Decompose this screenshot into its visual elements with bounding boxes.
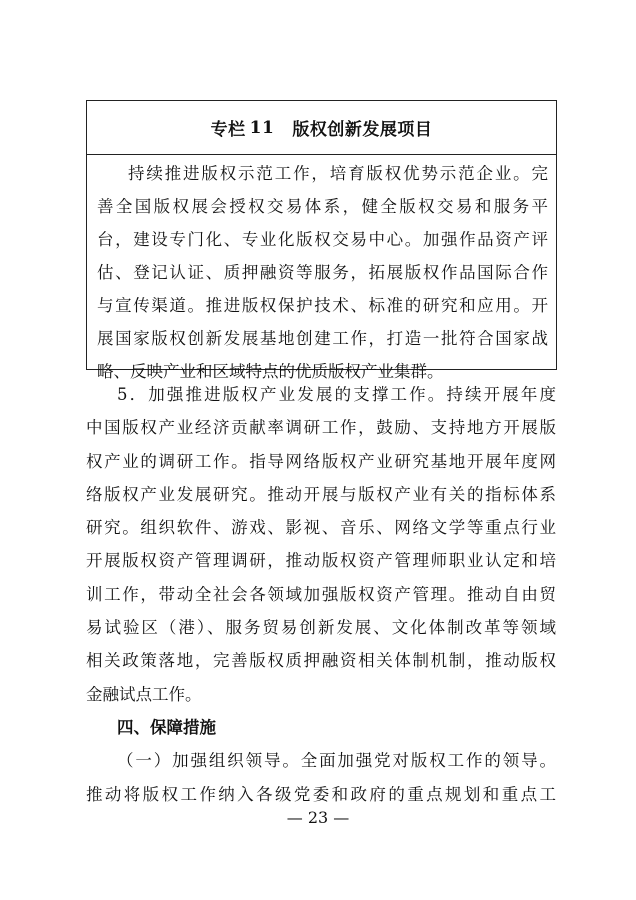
page-number: — 23 — [286, 808, 350, 827]
body-line: 金融试点工作。 [86, 684, 202, 704]
body-line: 5．加强推进版权产业发展的支撑工作。持续开展年度 [117, 385, 556, 404]
body-line: 中国版权产业经济贡献率调研工作，鼓励、支持地方开展版 [86, 418, 556, 438]
column-box-title-text: 版权创新发展项目 [292, 120, 433, 140]
body-line: 相关政策落地，完善版权质押融资相关体制机制，推动版权 [86, 651, 556, 671]
column-box-title-prefix: 专栏 [210, 120, 246, 140]
section-heading: 四、保障措施 [117, 717, 216, 737]
column-box [86, 100, 557, 381]
body-line: 训工作，带动全社会各领域加强版权资产管理。推动自由贸 [86, 584, 556, 604]
body-line: 权产业的调研工作。指导网络版权产业研究基地开展年度网 [86, 451, 556, 471]
column-box-line: 与宣传渠道。推进版权保护技术、标准的研究和应用。开 [97, 296, 548, 315]
body-line: （一）加强组织领导。全面加强党对版权工作的领导。 [117, 751, 556, 771]
column-box-line: 善全国版权展会授权交易体系，健全版权交易和服务平 [97, 197, 548, 216]
column-box-line: 台，建设专门化、专业化版权交易中心。加强作品资产评 [97, 230, 548, 249]
body-line: 推动将版权工作纳入各级党委和政府的重点规划和重点工 [86, 784, 556, 804]
column-box-body [87, 155, 556, 388]
column-box-line: 略、反映产业和区域特点的优质版权产业集群。 [97, 362, 444, 381]
body-line: 研究。组织软件、游戏、影视、音乐、网络文学等重点行业 [86, 518, 556, 538]
column-box-line: 估、登记认证、质押融资等服务，拓展版权作品国际合作 [97, 263, 548, 282]
body-line: 易试验区（港）、服务贸易创新发展、文化体制改革等领域 [86, 618, 556, 638]
column-box-number: 11 [249, 117, 275, 138]
column-box-line: 展国家版权创新发展基地创建工作，打造一批符合国家战 [97, 329, 548, 348]
body-text [86, 378, 556, 811]
body-line: 开展版权资产管理调研，推动版权资产管理师职业认定和培 [86, 551, 556, 571]
column-box-title [87, 101, 556, 155]
body-line: 络版权产业发展研究。推动开展与版权产业有关的指标体系 [86, 484, 556, 504]
column-box-line: 持续推进版权示范工作，培育版权优势示范企业。完 [128, 164, 548, 183]
